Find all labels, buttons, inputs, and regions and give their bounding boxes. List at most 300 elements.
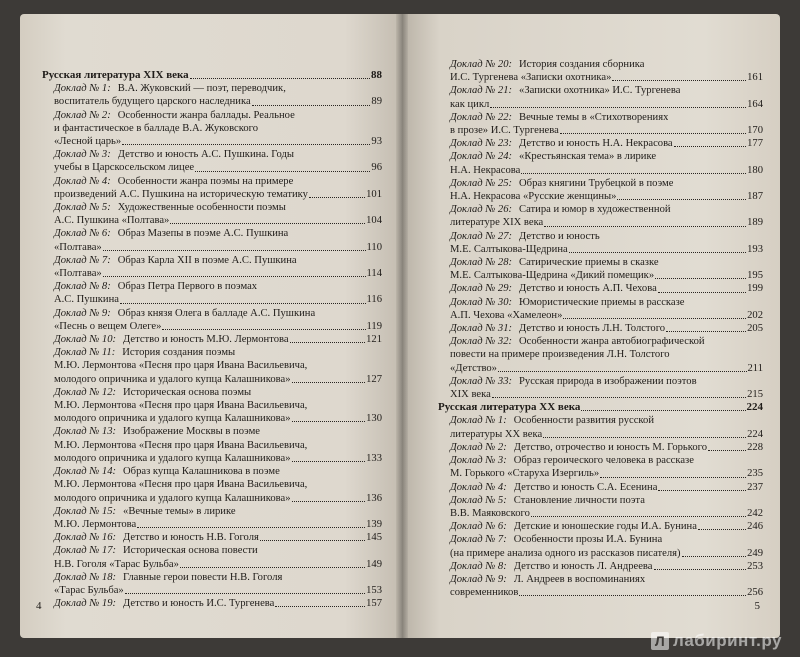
entry-text: Детство и юность Л. Андреева <box>513 560 653 572</box>
entry-text: «Полтава» <box>54 268 102 280</box>
report-label: Доклад № 28: <box>450 257 513 269</box>
toc-line <box>42 188 382 201</box>
entry-text: Художественные особенности поэмы <box>117 202 286 214</box>
toc-line <box>438 441 763 454</box>
toc-line <box>42 584 382 597</box>
entry-text: Детство и юность М.Ю. Лермонтова <box>123 334 289 346</box>
dot-leader <box>674 146 746 147</box>
entry-text: История создания сборника <box>519 59 645 70</box>
page-ref: 199 <box>747 283 763 295</box>
entry-text: Становление личности поэта <box>513 494 645 506</box>
dot-leader <box>654 569 747 570</box>
page-ref: 193 <box>747 243 763 255</box>
toc-line <box>42 452 382 465</box>
report-label: Доклад № 6: <box>54 228 111 240</box>
dot-leader <box>292 421 366 422</box>
dot-leader <box>581 410 745 411</box>
entry-text: как цикл <box>450 98 490 110</box>
toc-line <box>42 293 382 306</box>
entry-text: учебы в Царскосельском лицее <box>54 162 195 174</box>
toc-line <box>438 533 763 546</box>
toc-line <box>42 135 382 148</box>
entry-text: молодого опричника и удалого купца Калашникова» <box>54 452 291 464</box>
watermark-text: лабиринт.ру <box>673 631 782 650</box>
page-ref: 110 <box>366 241 382 253</box>
page-ref: 224 <box>746 401 763 414</box>
report-label: Доклад № 29: <box>450 283 513 295</box>
toc-line <box>438 282 763 295</box>
page-ref: 157 <box>366 598 382 610</box>
toc-line <box>42 505 382 518</box>
entry-text: В.В. Маяковского <box>450 507 530 519</box>
toc-left <box>42 69 382 610</box>
report-label: Доклад № 24: <box>450 151 513 163</box>
entry-text: Образ княгини Трубецкой в поэме <box>519 177 674 189</box>
toc-line <box>438 560 763 573</box>
report-label: Доклад № 15: <box>54 505 117 517</box>
toc-right <box>438 58 763 599</box>
dot-leader <box>137 527 365 528</box>
entry-text: Детство и юность И.С. Тургенева <box>123 598 275 610</box>
entry-text: «Детство» <box>450 362 497 374</box>
page-ref: 104 <box>366 215 382 227</box>
entry-text: М.Ю. Лермонтова «Песня про царя Ивана Васильевича, <box>54 400 308 412</box>
entry-text: Л. Андреев в воспоминаниях <box>513 573 646 585</box>
dot-leader <box>682 556 747 557</box>
toc-line <box>438 547 763 560</box>
page-ref: 253 <box>747 560 763 572</box>
page-ref: 187 <box>747 191 763 203</box>
entry-text: литературы XX века <box>450 428 543 440</box>
toc-line <box>42 307 382 320</box>
toc-line <box>42 571 382 584</box>
dot-leader <box>275 606 365 607</box>
report-label: Доклад № 21: <box>450 85 513 97</box>
entry-text: М.Ю. Лермонтова «Песня про царя Ивана Васильевича, <box>54 479 308 491</box>
toc-line <box>42 109 382 122</box>
report-label: Доклад № 6: <box>450 521 507 533</box>
toc-line <box>438 454 763 467</box>
report-label: Доклад № 7: <box>450 534 507 546</box>
toc-line <box>42 558 382 571</box>
entry-text: произведений А.С. Пушкина на историческую тематику <box>54 188 308 200</box>
toc-section-heading <box>438 401 763 414</box>
entry-text: Русская природа в изображении поэтов <box>519 375 697 387</box>
entry-text: М.Ю. Лермонтова «Песня про царя Ивана Васильевича, <box>54 439 308 451</box>
entry-text: Историческая основа поэмы <box>123 386 252 398</box>
page-ref: 256 <box>747 587 763 599</box>
page-ref: 164 <box>747 98 763 110</box>
dot-leader <box>658 292 746 293</box>
entry-text: Юмористические приемы в рассказе <box>519 296 685 308</box>
entry-text: Образ Мазепы в поэме А.С. Пушкина <box>117 228 289 240</box>
entry-text: Детство и юность А.П. Чехова <box>519 283 657 295</box>
report-label: Доклад № 2: <box>54 109 111 121</box>
report-label: Доклад № 32: <box>450 336 513 348</box>
entry-text: Образ Петра Первого в поэмах <box>117 281 258 293</box>
entry-text: А.С. Пушкина «Полтава» <box>54 215 170 227</box>
toc-line <box>42 518 382 531</box>
report-label: Доклад № 31: <box>450 323 513 335</box>
report-label: Доклад № 20: <box>450 59 513 70</box>
page-ref: 235 <box>747 468 763 480</box>
toc-line <box>438 481 763 494</box>
toc-line <box>42 333 382 346</box>
dot-leader <box>498 371 747 372</box>
report-label: Доклад № 7: <box>54 254 111 266</box>
toc-line <box>42 201 382 214</box>
page-ref: 161 <box>747 72 763 84</box>
dot-leader <box>698 529 746 530</box>
dot-leader <box>260 540 365 541</box>
toc-line <box>438 98 763 111</box>
entry-text: М.Е. Салтыкова-Щедрина «Дикий помещик» <box>450 270 655 282</box>
entry-text: «Записки охотника» И.С. Тургенева <box>519 85 681 97</box>
entry-text: «Вечные темы» в лирике <box>123 505 236 517</box>
entry-text: литературе XIX века <box>450 217 544 229</box>
dot-leader <box>544 226 746 227</box>
toc-line <box>42 95 382 108</box>
toc-line <box>42 373 382 386</box>
dot-leader <box>612 80 746 81</box>
dot-leader <box>708 450 746 451</box>
entry-text: В.А. Жуковский — поэт, переводчик, <box>117 83 286 95</box>
toc-line <box>42 254 382 267</box>
page-ref: 177 <box>747 138 763 150</box>
report-label: Доклад № 26: <box>450 204 513 216</box>
page-ref: 224 <box>747 428 763 440</box>
entry-text: Вечные темы в «Стихотворениях <box>519 111 669 123</box>
entry-text: Главные герои повести Н.В. Гоголя <box>123 571 283 583</box>
toc-line <box>42 241 382 254</box>
toc-line <box>42 148 382 161</box>
entry-text: Изображение Москвы в поэме <box>123 426 260 438</box>
book-spine <box>396 14 408 638</box>
report-label: Доклад № 18: <box>54 571 117 583</box>
page-ref: 205 <box>747 323 763 335</box>
page-ref: 101 <box>366 188 382 200</box>
dot-leader <box>543 437 746 438</box>
entry-text: Детство и юность Н.В. Гоголя <box>123 532 259 544</box>
dot-leader <box>125 593 365 594</box>
page-number: 5 <box>754 600 760 612</box>
page-ref: 119 <box>366 320 382 332</box>
entry-text: Детство и юность Л.Н. Толстого <box>519 323 666 335</box>
page-ref: 93 <box>371 136 382 148</box>
dot-leader <box>195 171 370 172</box>
toc-line <box>438 243 763 256</box>
dot-leader <box>180 567 365 568</box>
report-label: Доклад № 19: <box>54 598 117 610</box>
dot-leader <box>290 342 366 343</box>
page-ref: 189 <box>747 217 763 229</box>
entry-text: Детство и юность Н.А. Некрасова <box>519 138 673 150</box>
toc-line <box>438 203 763 216</box>
page-ref: 145 <box>366 532 382 544</box>
toc-line <box>42 214 382 227</box>
entry-text: (на примере анализа одного из рассказов писателя) <box>450 547 681 559</box>
dot-leader <box>563 318 746 319</box>
dot-leader <box>531 516 746 517</box>
report-label: Доклад № 30: <box>450 296 513 308</box>
page-ref: 130 <box>366 413 382 425</box>
report-label: Доклад № 23: <box>450 138 513 150</box>
entry-text: Особенности жанра поэмы на примере <box>117 175 294 187</box>
dot-leader <box>162 329 365 330</box>
page-ref: 202 <box>747 309 763 321</box>
toc-line <box>42 492 382 505</box>
toc-line <box>438 586 763 599</box>
toc-line <box>438 124 763 137</box>
toc-line <box>42 267 382 280</box>
page-ref: 242 <box>747 507 763 519</box>
entry-text: Русская литература XX века <box>438 401 581 414</box>
toc-line <box>42 597 382 610</box>
toc-line <box>438 388 763 401</box>
report-label: Доклад № 25: <box>450 177 513 189</box>
entry-text: М. Горького «Старуха Изергиль» <box>450 468 600 480</box>
entry-text: Детские и юношеские годы И.А. Бунина <box>513 521 697 533</box>
page-ref: 89 <box>371 96 382 108</box>
entry-text: Особенности жанра баллады. Реальное <box>117 109 295 121</box>
toc-line <box>42 439 382 452</box>
toc-line <box>42 280 382 293</box>
toc-line <box>42 412 382 425</box>
entry-text: XIX века <box>450 389 491 401</box>
toc-line <box>438 494 763 507</box>
report-label: Доклад № 3: <box>450 455 507 467</box>
toc-line <box>438 84 763 97</box>
report-label: Доклад № 9: <box>54 307 111 319</box>
dot-leader <box>492 397 746 398</box>
page-ref: 153 <box>366 584 382 596</box>
report-label: Доклад № 4: <box>54 175 111 187</box>
entry-text: молодого опричника и удалого купца Калашникова» <box>54 373 291 385</box>
entry-text: современников <box>450 587 519 599</box>
entry-text: молодого опричника и удалого купца Калашникова» <box>54 413 291 425</box>
page-ref: 114 <box>366 268 382 280</box>
toc-line <box>42 227 382 240</box>
entry-text: Детство, отрочество и юность М. Горького <box>513 441 708 453</box>
page-ref: 215 <box>747 389 763 401</box>
report-label: Доклад № 1: <box>54 83 111 95</box>
page-ref: 246 <box>747 521 763 533</box>
page-ref: 149 <box>366 558 382 570</box>
entry-text: Русская литература XIX века <box>42 69 189 81</box>
entry-text: Историческая основа повести <box>123 545 258 557</box>
toc-line <box>42 465 382 478</box>
entry-text: Образ князя Олега в балладе А.С. Пушкина <box>117 307 316 319</box>
page-ref: 88 <box>371 69 382 81</box>
entry-text: М.Ю. Лермонтова «Песня про царя Ивана Васильевича, <box>54 360 308 372</box>
entry-text: повести на примере произведения Л.Н. Толстого <box>450 349 670 361</box>
toc-line <box>42 478 382 491</box>
toc-line <box>438 362 763 375</box>
entry-text: Н.А. Некрасова <box>450 164 521 176</box>
entry-text: М.Ю. Лермонтова <box>54 518 137 530</box>
report-label: Доклад № 1: <box>450 415 507 427</box>
entry-text: «Тарас Бульба» <box>54 584 124 596</box>
page-ref: 170 <box>747 125 763 137</box>
report-label: Доклад № 33: <box>450 375 513 387</box>
entry-text: «Лесной царь» <box>54 136 122 148</box>
dot-leader <box>569 252 746 253</box>
toc-line <box>438 467 763 480</box>
toc-line <box>42 161 382 174</box>
dot-leader <box>292 382 366 383</box>
page-ref: 237 <box>747 481 763 493</box>
toc-line <box>438 230 763 243</box>
toc-line <box>438 190 763 203</box>
entry-text: Детство и юность С.А. Есенина <box>513 481 658 493</box>
toc-line <box>438 164 763 177</box>
page-ref: 136 <box>366 492 382 504</box>
toc-section-heading <box>42 69 382 82</box>
entry-text: Детство и юность <box>519 230 600 242</box>
page-ref: 121 <box>366 334 382 346</box>
dot-leader <box>120 303 366 304</box>
page-ref: 116 <box>366 294 382 306</box>
entry-text: М.Е. Салтыкова-Щедрина <box>450 243 568 255</box>
watermark-logo-icon: Л <box>651 632 669 650</box>
dot-leader <box>617 199 746 200</box>
dot-leader <box>103 250 366 251</box>
entry-text: Сатира и юмор в художественной <box>519 204 671 216</box>
report-label: Доклад № 9: <box>450 573 507 585</box>
page-ref: 127 <box>366 373 382 385</box>
toc-line <box>438 71 763 84</box>
entry-text: История создания поэмы <box>122 347 236 359</box>
dot-leader <box>521 173 746 174</box>
dot-leader <box>292 461 366 462</box>
entry-text: воспитатель будущего царского наследника <box>54 96 251 108</box>
dot-leader <box>490 107 746 108</box>
entry-text: Особенности жанра автобиографической <box>519 336 705 348</box>
toc-line <box>438 507 763 520</box>
toc-line <box>42 531 382 544</box>
toc-line <box>438 216 763 229</box>
dot-leader <box>666 331 746 332</box>
entry-text: и фантастическое в балладе В.А. Жуковского <box>54 122 259 134</box>
page-ref: 228 <box>747 441 763 453</box>
dot-leader <box>252 105 371 106</box>
entry-text: в прозе» И.С. Тургенева <box>450 125 559 137</box>
entry-text: Особенности развития русской <box>513 415 654 427</box>
toc-line <box>438 322 763 335</box>
toc-line <box>42 82 382 95</box>
toc-line <box>42 359 382 372</box>
toc-line <box>42 425 382 438</box>
watermark <box>651 631 782 651</box>
page-ref: 195 <box>747 270 763 282</box>
dot-leader <box>103 276 366 277</box>
entry-text: молодого опричника и удалого купца Калашникова» <box>54 492 291 504</box>
toc-line <box>42 320 382 333</box>
report-label: Доклад № 16: <box>54 532 117 544</box>
entry-text: И.С. Тургенева «Записки охотника» <box>450 72 612 84</box>
toc-line <box>438 137 763 150</box>
report-label: Доклад № 2: <box>450 441 507 453</box>
dot-leader <box>190 78 370 79</box>
report-label: Доклад № 8: <box>54 281 111 293</box>
toc-line <box>438 150 763 163</box>
entry-text: Сатирические приемы в сказке <box>519 257 659 269</box>
entry-text: Н.В. Гоголя «Тарас Бульба» <box>54 558 179 570</box>
report-label: Доклад № 5: <box>54 202 111 214</box>
report-label: Доклад № 3: <box>54 149 111 161</box>
report-label: Доклад № 27: <box>450 230 513 242</box>
toc-line <box>438 309 763 322</box>
entry-text: Образ Карла XII в поэме А.С. Пушкина <box>117 254 297 266</box>
report-label: Доклад № 11: <box>54 347 116 359</box>
toc-line <box>438 520 763 533</box>
page-ref: 133 <box>366 452 382 464</box>
page-ref: 139 <box>366 518 382 530</box>
toc-line <box>438 573 763 586</box>
page-ref: 249 <box>747 547 763 559</box>
dot-leader <box>309 197 365 198</box>
dot-leader <box>292 501 366 502</box>
entry-text: «Крестьянская тема» в лирике <box>519 151 657 163</box>
page-ref: 96 <box>371 162 382 174</box>
entry-text: Образ купца Калашникова в поэме <box>123 466 280 478</box>
toc-line <box>438 428 763 441</box>
toc-line <box>438 111 763 124</box>
entry-text: Особенности прозы И.А. Бунина <box>513 534 663 546</box>
page-number: 4 <box>36 600 42 612</box>
report-label: Доклад № 22: <box>450 111 513 123</box>
dot-leader <box>600 477 746 478</box>
toc-line <box>42 122 382 135</box>
entry-text: Детство и юность А.С. Пушкина. Годы <box>117 149 294 161</box>
toc-line <box>438 414 763 427</box>
toc-line <box>42 544 382 557</box>
page-ref: 180 <box>747 164 763 176</box>
report-label: Доклад № 14: <box>54 466 117 478</box>
toc-line <box>42 346 382 359</box>
dot-leader <box>122 144 370 145</box>
entry-text: Н.А. Некрасова «Русские женщины» <box>450 191 617 203</box>
page-ref: 211 <box>747 362 763 374</box>
dot-leader <box>560 133 746 134</box>
report-label: Доклад № 4: <box>450 481 507 493</box>
toc-line <box>438 375 763 388</box>
dot-leader <box>655 278 746 279</box>
toc-line <box>438 269 763 282</box>
entry-text: Образ героического человека в рассказе <box>513 455 694 467</box>
toc-line <box>42 175 382 188</box>
left-page <box>20 14 402 638</box>
toc-line <box>438 348 763 361</box>
report-label: Доклад № 8: <box>450 560 507 572</box>
entry-text: А.С. Пушкина <box>54 294 119 306</box>
dot-leader <box>658 490 746 491</box>
toc-line <box>42 399 382 412</box>
entry-text: А.П. Чехова «Хамелеон» <box>450 309 563 321</box>
report-label: Доклад № 13: <box>54 426 117 438</box>
dot-leader <box>170 223 365 224</box>
report-label: Доклад № 12: <box>54 386 117 398</box>
report-label: Доклад № 5: <box>450 494 507 506</box>
report-label: Доклад № 17: <box>54 545 117 557</box>
toc-line <box>438 256 763 269</box>
toc-line <box>42 386 382 399</box>
right-page <box>402 14 780 638</box>
report-label: Доклад № 10: <box>54 334 117 346</box>
entry-text: «Полтава» <box>54 241 102 253</box>
toc-line <box>438 58 763 71</box>
toc-line <box>438 335 763 348</box>
